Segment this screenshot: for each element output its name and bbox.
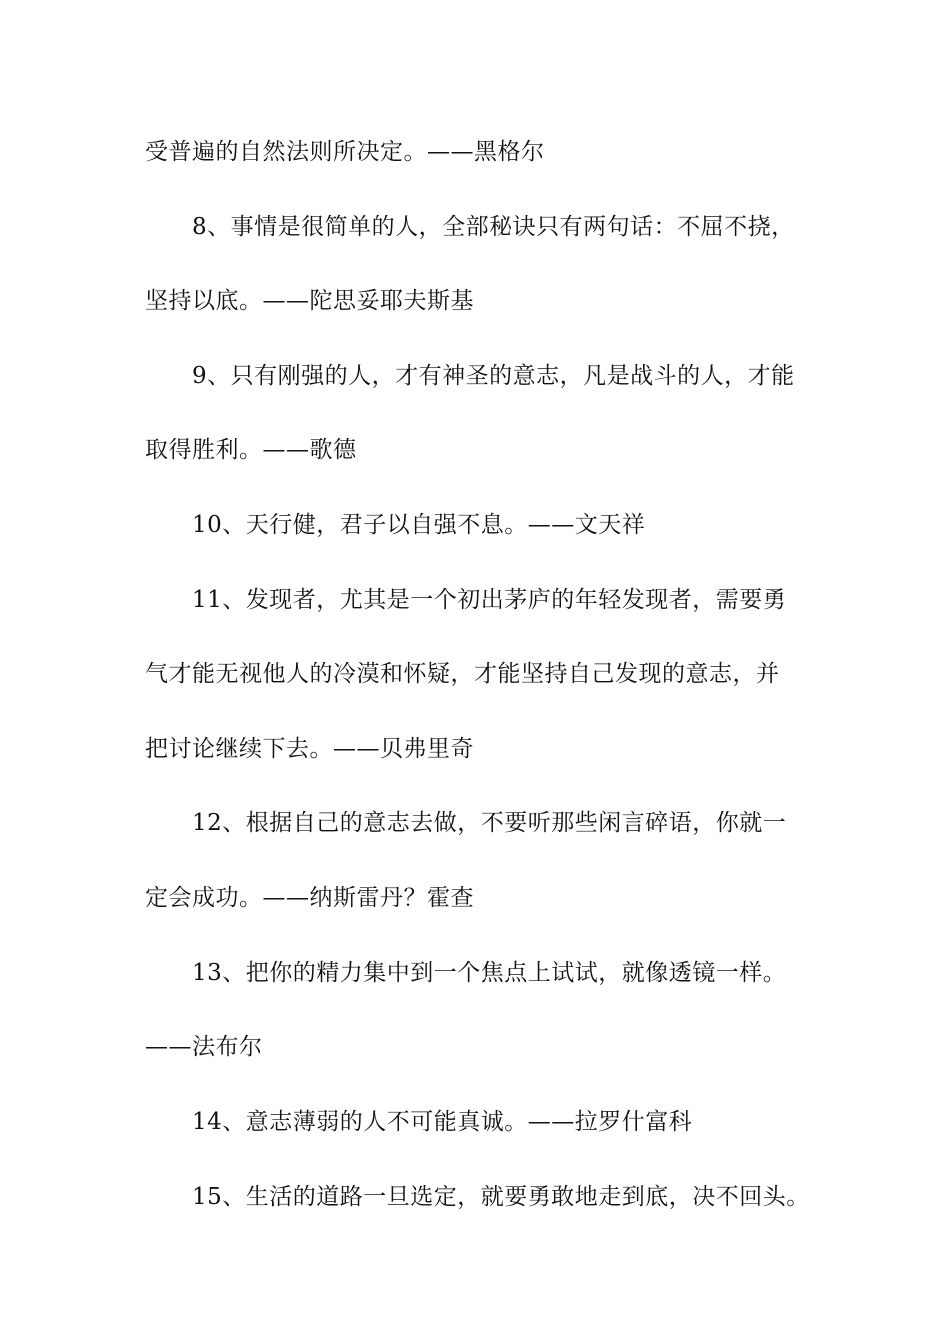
text-line: 13、把你的精力集中到一个焦点上试试，就像透镜一样。: [192, 960, 787, 986]
text-line: 14、意志薄弱的人不可能真诚。——拉罗什富科: [192, 1109, 693, 1135]
text-line: 15、生活的道路一旦选定，就要勇敢地走到底，决不回头。: [192, 1184, 810, 1210]
text-line: 11、发现者，尤其是一个初出茅庐的年轻发现者，需要勇: [192, 587, 787, 613]
text-line: 取得胜利。——歌德: [145, 437, 357, 463]
text-line: 受普遍的自然法则所决定。——黑格尔: [145, 139, 545, 165]
text-line: 把讨论继续下去。——贝弗里奇: [145, 736, 474, 762]
text-line: 12、根据自己的意志去做，不要听那些闲言碎语，你就一: [192, 810, 787, 836]
text-line: 定会成功。——纳斯雷丹？霍查: [145, 885, 474, 911]
text-line: 气才能无视他人的冷漠和怀疑，才能坚持自己发现的意志，并: [145, 661, 780, 687]
text-line: 8、事情是很简单的人，全部秘诀只有两句话：不屈不挠，: [192, 214, 795, 240]
text-line: 坚持以底。——陀思妥耶夫斯基: [145, 288, 474, 314]
text-line: ——法布尔: [145, 1034, 263, 1060]
text-line: 9、只有刚强的人，才有神圣的意志，凡是战斗的人，才能: [192, 363, 795, 389]
text-line: 10、天行健，君子以自强不息。——文天祥: [192, 512, 646, 538]
